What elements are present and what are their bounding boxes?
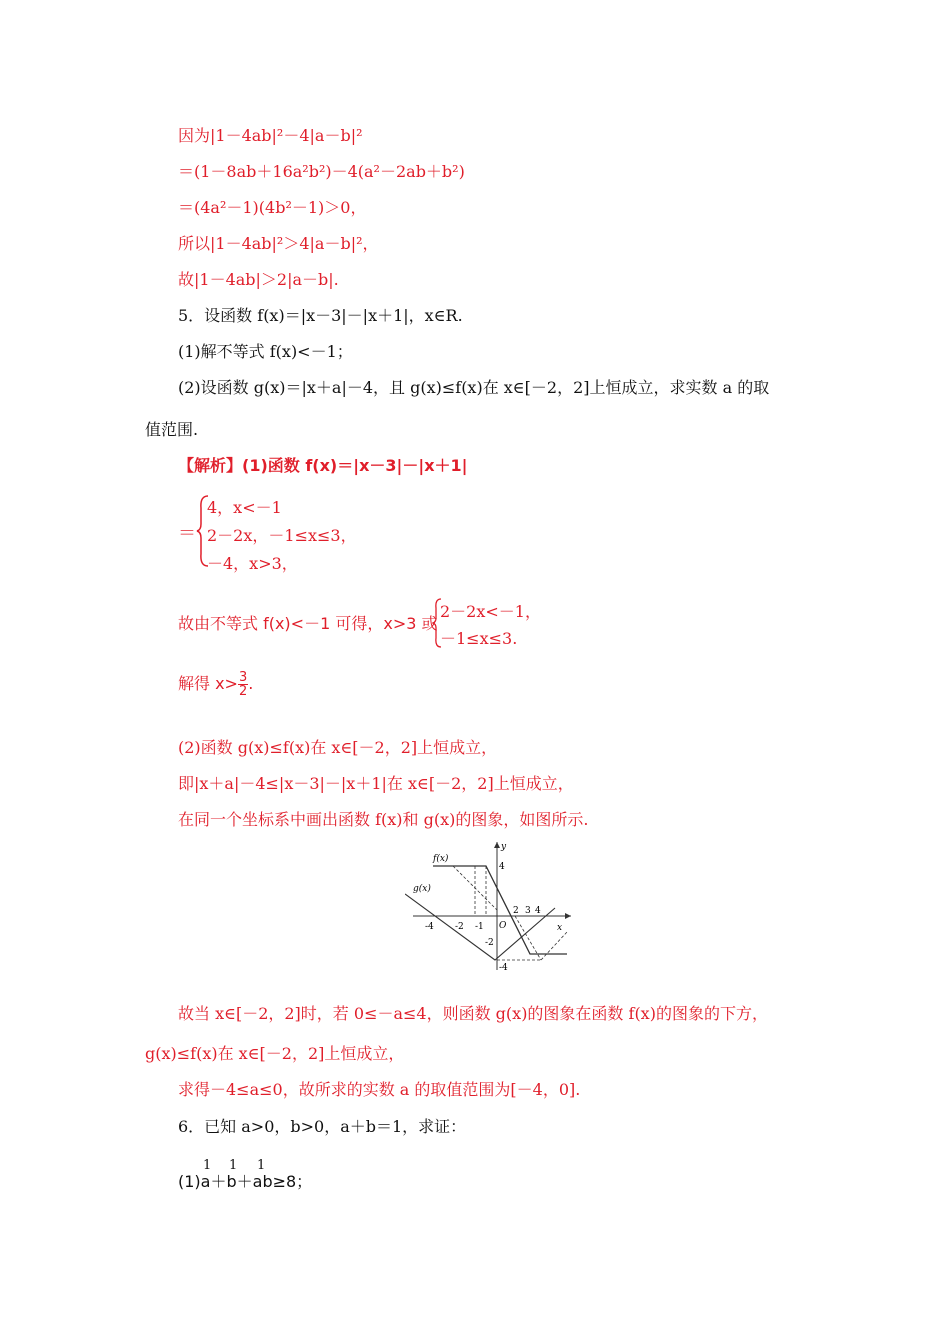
function-graph-figure (405, 838, 575, 978)
proof-line-5: 故|1－4ab|＞2|a－b|. (178, 270, 339, 289)
fraction-numerator: 3 (238, 670, 248, 685)
conclusion-line-3: 求得－4≤a≤0，故所求的实数 a 的取值范围为[－4，0]. (178, 1080, 581, 1099)
tick-x-neg1: -1 (475, 922, 484, 932)
conclusion-line-1: 故当 x∈[－2，2]时，若 0≤－a≤4，则函数 g(x)的图象在函数 f(x)的图象的下方， (178, 1004, 768, 1023)
label-o: O (499, 921, 507, 931)
solution-eq: ＝ (178, 523, 196, 544)
proof-line-2: ＝(1－8ab＋16a²b²)－4(a²－2ab＋b²) (178, 162, 465, 181)
problem5-part2-b: 值范围. (145, 420, 199, 439)
result-prefix: 解得 x> (178, 674, 238, 693)
part2-line-1: (2)函数 g(x)≤f(x)在 x∈[－2，2]上恒成立， (178, 738, 498, 757)
tick-y-4: 4 (499, 862, 505, 872)
result-fraction (238, 671, 248, 698)
piecewise-case-2: 2－2x，－1≤x≤3， (207, 526, 357, 545)
problem5-part2-a: (2)设函数 g(x)＝|x＋a|－4，且 g(x)≤f(x)在 x∈[－2，2]上恒成立，求实数 a 的取 (178, 378, 770, 397)
label-y: y (501, 842, 507, 852)
problem6-stem: 6．已知 a>0，b>0，a＋b＝1，求证： (178, 1117, 467, 1136)
label-g: g(x) (413, 884, 431, 894)
tick-y-neg4: -4 (499, 963, 508, 973)
p6-num-1: 1 (203, 1158, 212, 1173)
problem5-part1: (1)解不等式 f(x)<－1； (178, 342, 353, 361)
f-graph (433, 866, 567, 954)
part2-line-2: 即|x＋a|－4≤|x－3|－|x＋1|在 x∈[－2，2]上恒成立， (178, 774, 574, 793)
deduce-case-2: －1≤x≤3. (440, 629, 518, 648)
piecewise-case-3: －4，x>3， (207, 554, 298, 573)
y-axis-arrow (494, 842, 500, 848)
deduce-case-1: 2－2x<－1， (440, 602, 541, 621)
label-x: x (557, 923, 563, 933)
problem6-part1 (178, 1172, 312, 1192)
proof-line-3: ＝(4a²－1)(4b²－1)＞0， (178, 198, 367, 217)
result-suffix: . (248, 674, 254, 693)
label-f: f(x) (433, 854, 449, 864)
x-axis-arrow (565, 913, 571, 919)
conclusion-line-2: g(x)≤f(x)在 x∈[－2，2]上恒成立， (145, 1044, 405, 1063)
problem5-stem: 5．设函数 f(x)＝|x－3|－|x＋1|，x∈R. (178, 306, 463, 325)
tick-x-neg2: -2 (455, 922, 464, 932)
proof-line-4: 所以|1－4ab|²＞4|a－b|²， (178, 234, 379, 253)
tick-x-neg4: -4 (425, 922, 434, 932)
tick-y-neg2: -2 (485, 938, 494, 948)
p6-num-3: 1 (257, 1158, 266, 1173)
proof-line-1: 因为|1－4ab|²－4|a－b|² (178, 126, 363, 145)
result-line (178, 666, 253, 702)
problem6-part1-prefix: (1) (178, 1172, 201, 1191)
part2-line-3: 在同一个坐标系中画出函数 f(x)和 g(x)的图象，如图所示. (178, 810, 589, 829)
problem6-part1-body: a＋b＋ab≥8； (200, 1172, 313, 1191)
tick-x-2: 2 (513, 906, 519, 916)
deduce-line: 故由不等式 f(x)<－1 可得，x>3 或 (178, 614, 438, 633)
p6-num-2: 1 (229, 1158, 238, 1173)
tick-x-4: 4 (535, 906, 541, 916)
tick-x-3: 3 (525, 906, 531, 916)
fraction-denominator: 2 (238, 684, 248, 699)
guide-dashed-6 (541, 932, 567, 960)
solution-header: 【解析】(1)函数 f(x)＝|x－3|－|x＋1| (178, 456, 468, 475)
piecewise-case-1: 4，x<－1 (207, 498, 282, 517)
